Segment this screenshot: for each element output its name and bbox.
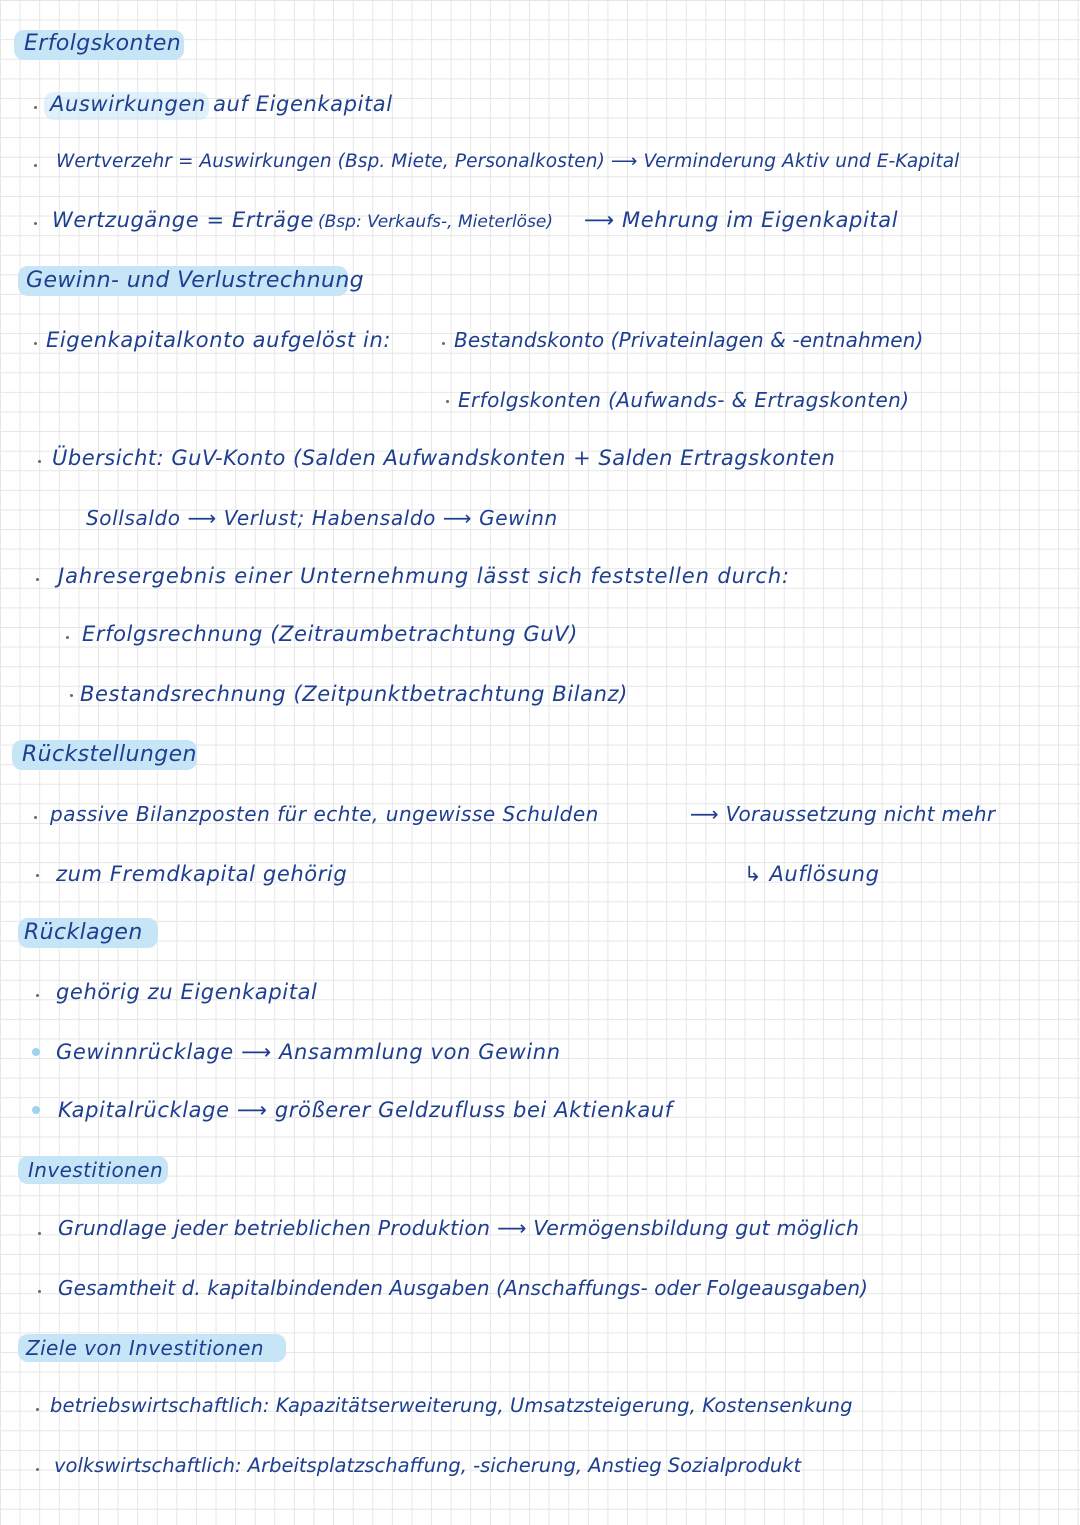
text-line: Bestandsrechnung (Zeitpunktbetrachtung Bilanz) (80, 682, 628, 706)
bullet (442, 342, 445, 345)
bullet-circle (32, 1048, 40, 1056)
section-title-ziele: Ziele von Investitionen (26, 1336, 264, 1360)
text-line: Gesamtheit d. kapitalbindenden Ausgaben (Anschaffungs- oder Folgeausgaben) (58, 1276, 869, 1300)
bullet (446, 400, 449, 403)
text-line: (Bsp: Verkaufs-, Mieterlöse) (318, 212, 554, 232)
bullet-circle (32, 1106, 40, 1114)
bullet (38, 1232, 41, 1235)
text-line: gehörig zu Eigenkapital (56, 980, 318, 1004)
text-line: Eigenkapitalkonto aufgelöst in: (46, 328, 392, 352)
bullet (36, 1468, 39, 1471)
text-line: betriebswirtschaftlich: Kapazitätserweiterung, Umsatzsteigerung, Kostensenkung (50, 1394, 853, 1417)
text-line: zum Fremdkapital gehörig (56, 862, 348, 886)
bullet (36, 994, 39, 997)
text-line: Jahresergebnis einer Unternehmung lässt sich feststellen durch: (58, 564, 791, 588)
text-line: ↳ Auflösung (744, 862, 880, 886)
bullet (36, 874, 39, 877)
text-line: Sollsaldo ⟶ Verlust; Habensaldo ⟶ Gewinn (86, 506, 558, 530)
bullet (70, 694, 73, 697)
text-line: Kapitalrücklage ⟶ größerer Geldzufluss bei Aktienkauf (58, 1098, 673, 1122)
text-line: Bestandskonto (Privateinlagen & -entnahmen) (454, 328, 924, 352)
bullet (36, 578, 39, 581)
text-line: ⟶ Mehrung im Eigenkapital (584, 208, 899, 232)
bullet (66, 636, 69, 639)
text-line: volkswirtschaftlich: Arbeitsplatzschaffung, -sicherung, Anstieg Sozialprodukt (54, 1454, 802, 1477)
text-line: Übersicht: GuV-Konto (Salden Aufwandskonten + Salden Ertragskonten (52, 446, 836, 470)
text-line: Wertverzehr = Auswirkungen (Bsp. Miete, Personalkosten) ⟶ Verminderung Aktiv und E-Kapital (56, 151, 960, 172)
section-title-investitionen: Investitionen (28, 1158, 164, 1182)
text-line: Auswirkungen auf Eigenkapital (50, 92, 393, 116)
bullet (34, 106, 37, 109)
text-line: Erfolgskonten (Aufwands- & Ertragskonten) (458, 388, 910, 412)
section-title-guv: Gewinn- und Verlustrechnung (26, 268, 365, 293)
bullet (34, 816, 37, 819)
bullet (36, 1408, 39, 1411)
text-line: Gewinnrücklage ⟶ Ansammlung von Gewinn (56, 1040, 561, 1064)
text-line: Erfolgsrechnung (Zeitraumbetrachtung GuV) (82, 622, 578, 646)
section-title-ruecklagen: Rücklagen (24, 920, 143, 945)
bullet (38, 1290, 41, 1293)
section-title-erfolgskonten: Erfolgskonten (24, 31, 182, 56)
section-title-rueckstellungen: Rückstellungen (22, 742, 197, 767)
text-line: passive Bilanzposten für echte, ungewisse Schulden (50, 802, 599, 826)
text-line: Wertzugänge = Erträge (52, 208, 315, 232)
bullet (38, 460, 41, 463)
bullet (34, 164, 37, 167)
text-line: ⟶ Voraussetzung nicht mehr (690, 802, 996, 826)
text-line: Grundlage jeder betrieblichen Produktion ⟶ Vermögensbildung gut möglich (58, 1216, 860, 1240)
bullet (34, 222, 37, 225)
bullet (34, 342, 37, 345)
